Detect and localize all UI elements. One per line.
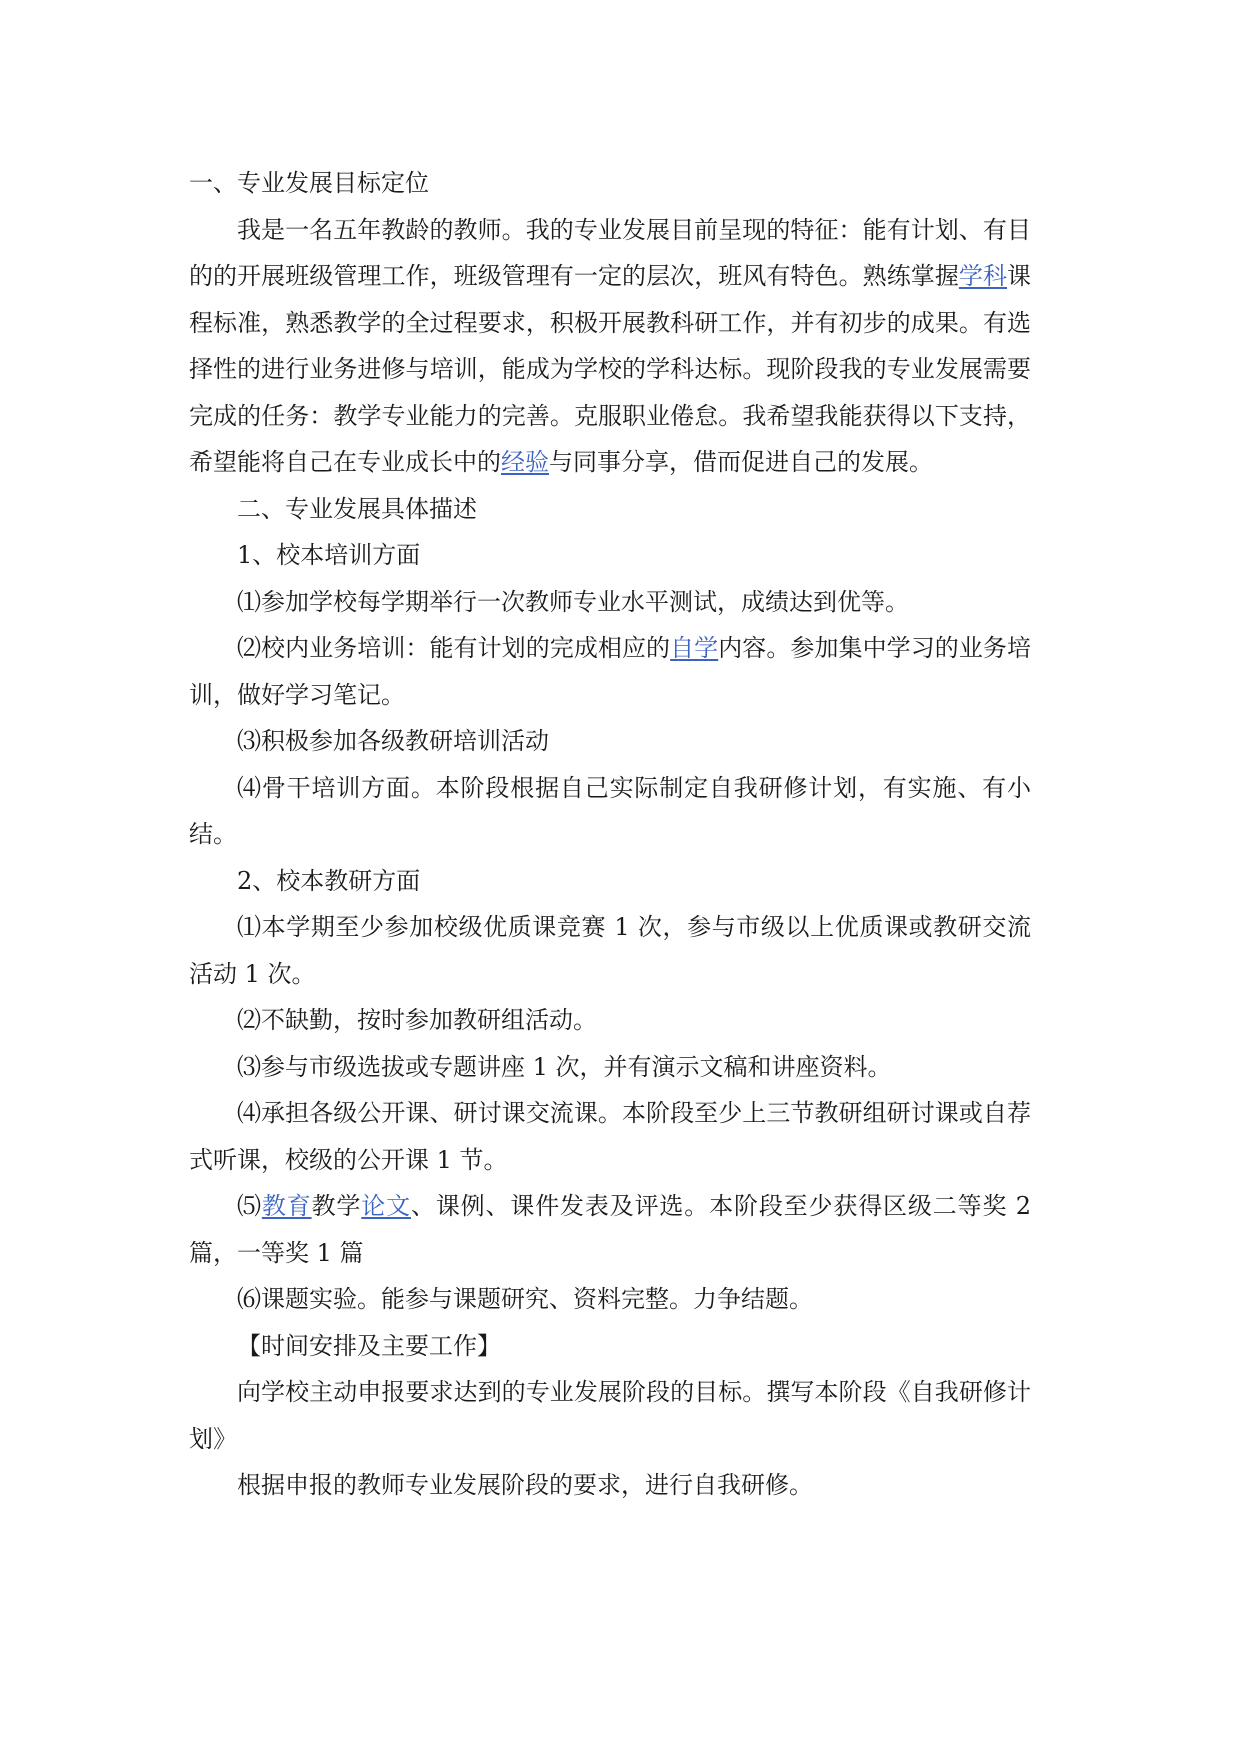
list-item-text: 、课例、课件发表及评选。本阶段至少获得区级二等奖 2 篇，一等奖 1 篇	[189, 1192, 1032, 1267]
list-item: ⑶参与市级选拔或专题讲座 1 次，并有演示文稿和讲座资料。	[237, 1052, 892, 1081]
list-item	[189, 1183, 1031, 1276]
list-item: ⑴本学期至少参加校级优质课竞赛 1 次，参与市级以上优质课或教研交流活动 1 次。	[189, 913, 1031, 988]
list-item: ⑷骨干培训方面。本阶段根据自己实际制定自我研修计划，有实施、有小结。	[189, 773, 1031, 848]
schedule-paragraph: 向学校主动申报要求达到的专业发展阶段的目标。撰写本阶段《自我研修计划》	[189, 1378, 1031, 1453]
list-item: ⑵不缺勤，按时参加教研组活动。	[237, 1006, 597, 1034]
link-subject[interactable]: 学科	[958, 262, 1008, 290]
schedule-heading: 【时间安排及主要工作】	[237, 1331, 501, 1360]
list-item-text: 教学	[311, 1192, 362, 1220]
link-self-study[interactable]: 自学	[670, 634, 719, 662]
list-item	[189, 625, 1031, 718]
list-item: ⑹课题实验。能参与课题研究、资料完整。力争结题。	[237, 1285, 813, 1313]
section1-heading: 一、专业发展目标定位	[189, 169, 429, 197]
schedule-paragraph: 根据申报的教师专业发展阶段的要求，进行自我研修。	[237, 1471, 813, 1499]
list-item: ⑴参加学校每学期举行一次教师专业水平测试，成绩达到优等。	[237, 587, 909, 616]
paragraph-text: 我是一名五年教龄的教师。我的专业发展目前呈现的特征：能有计划、有目的的开展班级管理工作，班级管理有一定的层次，班风有特色。熟练掌握	[189, 215, 1031, 290]
paragraph-self-description	[189, 207, 1031, 486]
sub1-heading: 1、校本培训方面	[237, 541, 421, 569]
section2-heading: 二、专业发展具体描述	[237, 494, 477, 523]
link-experience[interactable]: 经验	[501, 448, 549, 476]
link-education[interactable]: 教育	[261, 1192, 312, 1220]
document-body	[189, 160, 1031, 1509]
sub2-heading: 2、校本教研方面	[237, 866, 421, 895]
list-item-text: 内容。参加集中学习的业务培训，做好学习笔记。	[189, 634, 1031, 709]
paragraph-text: 课程标准，熟悉教学的全过程要求，积极开展教科研工作，并有初步的成果。有选择性的进行业务进修与培训，能成为学校的学科达标。现阶段我的专业发展需要完成的任务：教学专业能力的完善。克服职业倦怠。我希望我能获得以下支持，希望能将自己在专业成长中的	[189, 262, 1032, 476]
list-item-text: ⑸	[237, 1192, 262, 1220]
list-item: ⑶积极参加各级教研培训活动	[237, 727, 549, 755]
paragraph-text: 与同事分享，借而促进自己的发展。	[549, 448, 933, 476]
list-item-text: ⑵校内业务培训：能有计划的完成相应的	[237, 634, 671, 662]
link-thesis[interactable]: 论文	[361, 1192, 411, 1220]
list-item: ⑷承担各级公开课、研讨课交流课。本阶段至少上三节教研组研讨课或自荐式听课，校级的公开课 1 节。	[189, 1099, 1031, 1174]
